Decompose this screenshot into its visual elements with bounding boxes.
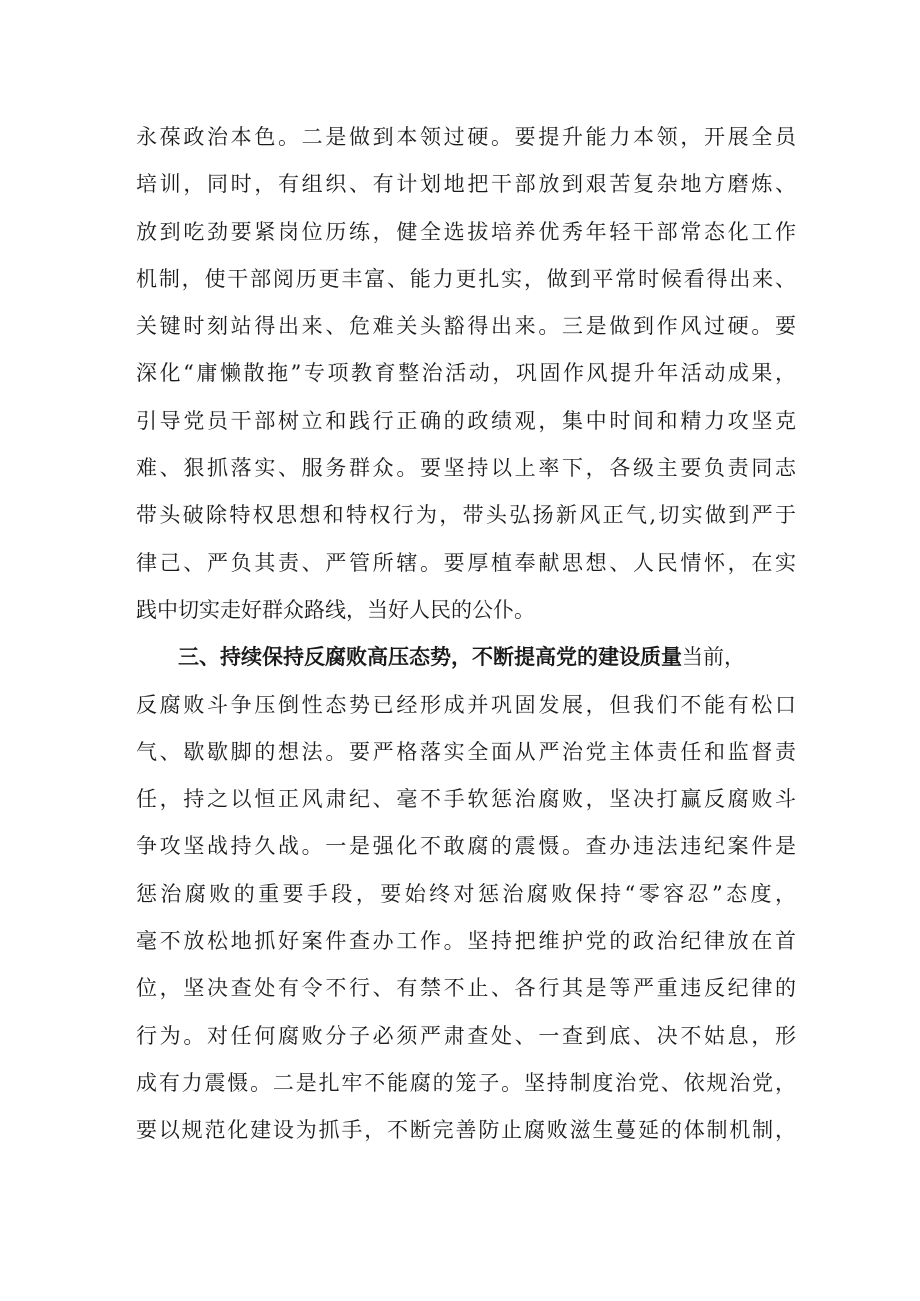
section-heading-line xyxy=(136,634,796,681)
text-line: 要以规范化建设为抓手，不断完善防止腐败滋生蔓延的体制机制， xyxy=(136,1118,796,1143)
section-heading: 三、持续保持反腐败高压态势，不断提高党的建设质量 xyxy=(178,645,682,670)
text-line: 反腐败斗争压倒性态势已经形成并巩固发展，但我们不能有松口 xyxy=(136,692,796,717)
text-line: 机制，使干部阅历更丰富、能力更扎实，做到平常时候看得出来、 xyxy=(136,266,796,291)
text-line: 惩治腐败的重要手段，要始终对惩治腐败保持“零容忍”态度， xyxy=(136,881,796,906)
text-line: 培训，同时，有组织、有计划地把干部放到艰苦复杂地方磨炼、 xyxy=(136,172,796,197)
document-body xyxy=(136,114,796,1155)
paragraph-2 xyxy=(136,634,796,1154)
text-line: 成有力震慑。二是扎牢不能腐的笼子。坚持制度治党、依规治党， xyxy=(136,1070,796,1095)
text-line: 任，持之以恒正风肃纪、毫不手软惩治腐败，坚决打赢反腐败斗 xyxy=(136,787,796,812)
text-line: 引导党员干部树立和践行正确的政绩观，集中时间和精力攻坚克 xyxy=(136,408,796,433)
text-line: 争攻坚战持久战。一是强化不敢腐的震慑。查办违法违纪案件是 xyxy=(136,834,796,859)
text-line: 放到吃劲要紧岗位历练，健全选拔培养优秀年轻干部常态化工作 xyxy=(136,219,796,244)
text-line: 难、狠抓落实、服务群众。要坚持以上率下，各级主要负责同志 xyxy=(136,456,796,481)
paragraph-1 xyxy=(136,114,796,634)
text-line: 践中切实走好群众路线，当好人民的公仆。 xyxy=(136,597,535,622)
text-line: 行为。对任何腐败分子必须严肃查处、一查到底、决不姑息，形 xyxy=(136,1023,796,1048)
heading-line-rest: 当前， xyxy=(682,645,745,670)
text-line: 毫不放松地抓好案件查办工作。坚持把维护党的政治纪律放在首 xyxy=(136,929,796,954)
text-line: 深化“庸懒散拖”专项教育整治活动，巩固作风提升年活动成果， xyxy=(136,361,796,386)
text-line: 永葆政治本色。二是做到本领过硬。要提升能力本领，开展全员 xyxy=(136,125,796,149)
text-line: 位，坚决查处有令不行、有禁不止、各行其是等严重违反纪律的 xyxy=(136,976,796,1001)
text-line: 气、歇歇脚的想法。要严格落实全面从严治党主体责任和监督责 xyxy=(136,739,796,764)
text-line: 带头破除特权思想和特权行为，带头弘扬新风正气,切实做到严于 xyxy=(136,503,796,528)
text-line: 关键时刻站得出来、危难关头豁得出来。三是做到作风过硬。要 xyxy=(136,314,796,339)
text-line: 律己、严负其责、严管所辖。要厚植奉献思想、人民情怀，在实 xyxy=(136,550,796,575)
